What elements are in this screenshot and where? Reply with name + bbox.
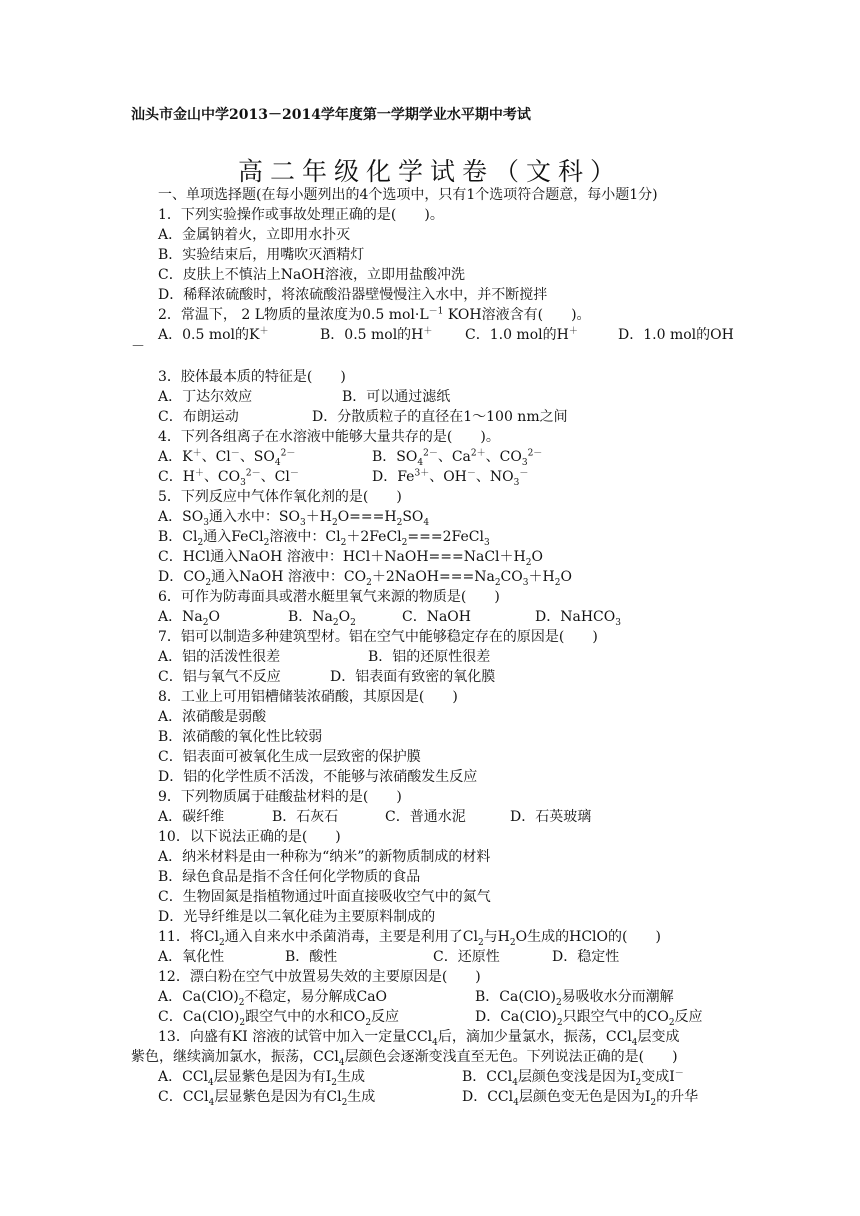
question-line: A．纳米材料是由一种称为“纳米”的新物质制成的材料 [158,849,491,865]
option-text: C．还原性 [433,949,500,965]
option-text: B．$Na_2O_2$ [288,609,356,628]
option-text: B．$Ca(ClO)_2$易吸收水分而潮解 [475,989,674,1008]
question-line: － [131,339,145,355]
option-text: C．普通水泥 [385,809,466,825]
option-text: C．铝与氧气不反应 [158,669,281,685]
option-text: C．H＋、$CO_3^{2-}$、Cl－ [158,468,299,488]
option-text: D．稳定性 [552,949,620,965]
question-line: 1．下列实验操作或事故处理正确的是( )。 [158,207,444,223]
exam-title: 高二年级化学试卷（文科） [237,157,622,186]
option-text: C．1.0 mol的H＋ [465,326,578,343]
option-text: A．氧化性 [158,949,225,965]
option-text: B．$SO_4^{2-}$、$Ca^{2+}$、$CO_3^{2-}$ [372,448,543,468]
question-line: C．铝表面可被氧化生成一层致密的保护膜 [158,749,421,765]
option-text: B．石灰石 [272,809,339,825]
question-line: C．生物固氮是指植物通过叶面直接吸收空气中的氮气 [158,889,491,905]
question-line: 8．工业上可用铝槽储装浓硝酸，其原因是( ) [158,689,458,705]
option-text: B．酸性 [285,949,338,965]
question-line: 紫色，继续滴加氯水，振荡，CCl$_4$层颜色会逐渐变浅直至无色。下列说法正确的是( ) [131,1049,678,1068]
option-text: B．铝的还原性很差 [368,649,491,665]
option-text: D．1.0 mol的OH [618,327,734,343]
question-line: D．稀释浓硫酸时，将浓硫酸沿器壁慢慢注入水中，并不断搅拌 [158,287,548,303]
option-text: B．CCl$_4$层颜色变浅是因为$I_2$变成I－ [462,1068,684,1088]
option-text: C．NaOH [402,609,471,625]
option-text: D．石英玻璃 [510,809,592,825]
option-text: A．碳纤维 [158,809,225,825]
option-text: C．布朗运动 [158,409,239,425]
exam-header: 汕头市金山中学2013－2014学年度第一学期学业水平期中考试 [131,107,531,123]
option-text: A．铝的活泼性很差 [158,649,281,665]
option-text: A．$Ca(ClO)_2$不稳定，易分解成CaO [158,989,388,1008]
question-line: B．浓硝酸的氧化性比较弱 [158,729,323,745]
question-line: 11．将$Cl_2$通入自来水中杀菌消毒，主要是利用了$Cl_2$与$H_2O$生成的HClO的( ) [158,929,661,948]
question-line: 9．下列物质属于硅酸盐材料的是( ) [158,789,402,805]
question-line: A．$SO_3$通入水中：$SO_3+H_2O===H_2SO_4$ [158,509,430,528]
question-line: C．皮肤上不慎沾上NaOH溶液，立即用盐酸冲洗 [158,267,465,283]
question-line: 3．胶体最本质的特征是( ) [158,369,346,385]
option-text: A．CCl$_4$层显紫色是因为有$I_2$生成 [158,1069,366,1088]
option-text: D．CCl$_4$层颜色变无色是因为$I_2$的升华 [462,1089,699,1108]
option-text: D．$Fe^{3+}$、OH－、$NO_3^-$ [372,468,529,488]
option-text: D．分散质粒子的直径在1～100 nm之间 [312,409,568,425]
option-text: D．铝表面有致密的氧化膜 [330,669,496,685]
question-line: B．实验结束后，用嘴吹灭酒精灯 [158,247,365,263]
question-line: B．$Cl_2$通入FeCl$_2$溶液中：$Cl_2+2FeCl_2===2FeCl_3$ [158,529,490,548]
question-line: 7．铝可以制造多种建筑型材。铝在空气中能够稳定存在的原因是( ) [158,629,598,645]
question-line: C．HCl通入NaOH 溶液中：$HCl+NaOH===NaCl+H_2O$ [158,549,543,568]
option-text: D．$Ca(ClO)_2$只跟空气中的$CO_2$反应 [475,1009,703,1028]
option-text: B．可以通过滤纸 [342,389,451,405]
question-line: B．绿色食品是指不含任何化学物质的食品 [158,869,421,885]
option-text: A．丁达尔效应 [158,389,253,405]
option-text: C．$Ca(ClO)_2$跟空气中的水和$CO_2$反应 [158,1009,400,1028]
question-line: 4．下列各组离子在水溶液中能够大量共存的是( )。 [158,429,500,445]
question-line: 2．常温下， 2 L物质的量浓度为0.5 $mol\cdot L^{-1}$ KOH溶液含有( )。 [158,306,591,323]
option-text: C．CCl$_4$层显紫色是因为有$Cl_2$生成 [158,1089,376,1108]
question-line: A．金属钠着火，立即用水扑灭 [158,227,351,243]
question-line: 12．漂白粉在空气中放置易失效的主要原因是( ) [158,969,481,985]
question-line: A．浓硝酸是弱酸 [158,709,267,725]
question-line: 6．可作为防毒面具或潜水艇里氧气来源的物质是( ) [158,589,500,605]
question-line: D．$CO_2$通入NaOH 溶液中：$CO_2+2NaOH===Na_2CO_3+H_2O$ [158,569,572,588]
option-text: D．NaHCO$_3$ [535,609,621,628]
question-line: 10．以下说法正确的是( ) [158,829,341,845]
question-line: 13．向盛有KI 溶液的试管中加入一定量CCl$_4$后，滴加少量氯水，振荡，CCl$_4$层变成 [158,1029,680,1048]
option-text: B．0.5 mol的H＋ [320,326,433,343]
question-line: D．铝的化学性质不活泼，不能够与浓硝酸发生反应 [158,769,478,785]
option-text: A．0.5 mol的K＋ [158,326,269,343]
question-line: D．光导纤维是以二氧化硅为主要原料制成的 [158,909,436,925]
question-line: 一、单项选择题(在每小题列出的4个选项中，只有1个选项符合题意，每小题1分) [158,187,658,203]
option-text: A．$Na_2O$ [158,609,220,628]
question-line: 5．下列反应中气体作氧化剂的是( ) [158,489,402,505]
option-text: A．K＋、Cl－、$SO_4^{2-}$ [158,448,296,468]
